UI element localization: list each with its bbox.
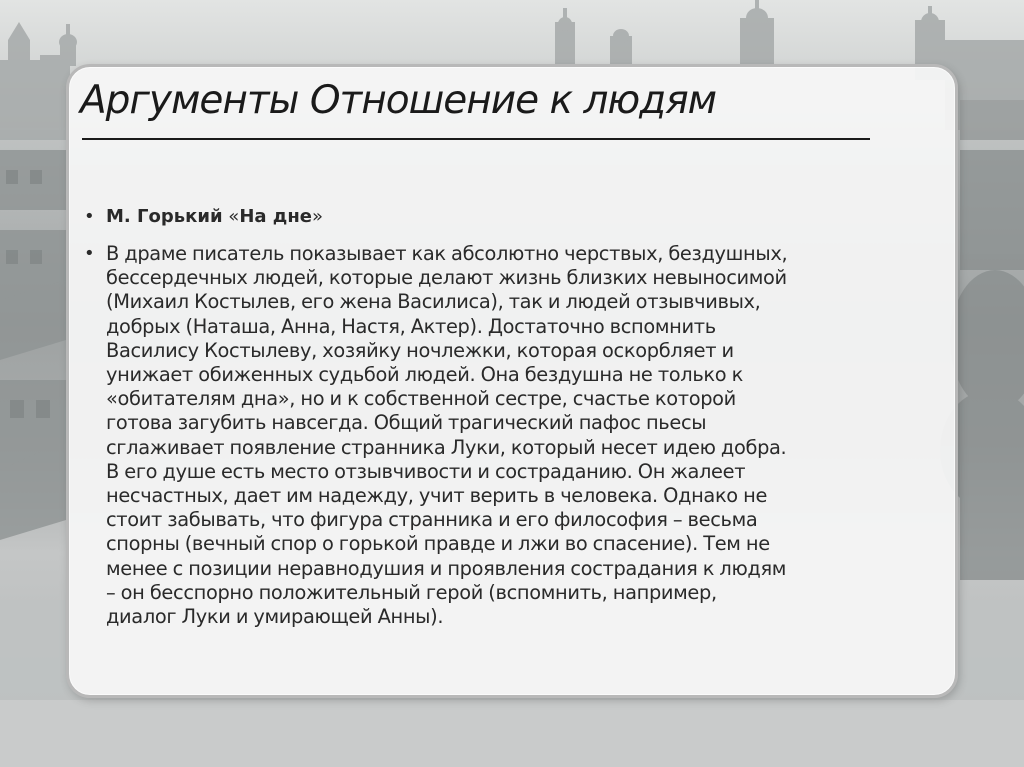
quote-close: » xyxy=(311,206,323,227)
text-line: В драме писатель показывает как абсолютно черствых, бездушных, xyxy=(106,242,788,265)
text-line: готова загубить навсегда. Общий трагический пафос пьесы xyxy=(106,411,707,435)
text-line: – он бесспорно положительный герой (вспомнить, например, xyxy=(106,580,717,604)
text-line: стоит забывать, что фигура странника и его философия – весьма xyxy=(106,508,758,532)
bullet-author xyxy=(84,205,954,229)
text-line: менее с позиции неравнодушия и проявления сострадания к людям xyxy=(106,556,787,580)
work-title: На дне xyxy=(239,206,312,227)
title-underline xyxy=(82,138,870,140)
bullet-argument-text xyxy=(84,242,954,629)
quote-open: « xyxy=(228,206,240,227)
text-line: Василису Костылеву, хозяйку ночлежки, которая оскорбляет и xyxy=(106,338,734,362)
bullet-dot-icon: • xyxy=(84,206,95,227)
bullet-dot-icon: • xyxy=(84,243,95,264)
text-line: диалог Луки и умирающей Анны). xyxy=(106,605,444,629)
bullet-list xyxy=(84,205,954,629)
text-line: В его душе есть место отзывчивости и состраданию. Он жалеет xyxy=(106,459,746,483)
text-line: добрых (Наташа, Анна, Настя, Актер). Достаточно вспомнить xyxy=(106,314,716,338)
text-line: несчастных, дает им надежду, учит верить в человека. Однако не xyxy=(106,484,768,508)
author-name: М. Горький xyxy=(106,206,223,227)
text-line: бессердечных людей, которые делают жизнь близких невыносимой xyxy=(106,266,787,290)
text-line: (Михаил Костылев, его жена Василиса), так и людей отзывчивых, xyxy=(106,290,761,314)
slide-title: Аргументы Отношение к людям xyxy=(80,78,717,123)
text-line: «обитателям дна», но и к собственной сестре, счастье которой xyxy=(106,387,736,411)
text-line: сглаживает появление странника Луки, который несет идею добра. xyxy=(106,435,787,459)
text-line: спорны (вечный спор о горькой правде и лжи во спасение). Тем не xyxy=(106,532,770,556)
text-line: унижает обиженных судьбой людей. Она бездушна не только к xyxy=(106,363,743,387)
